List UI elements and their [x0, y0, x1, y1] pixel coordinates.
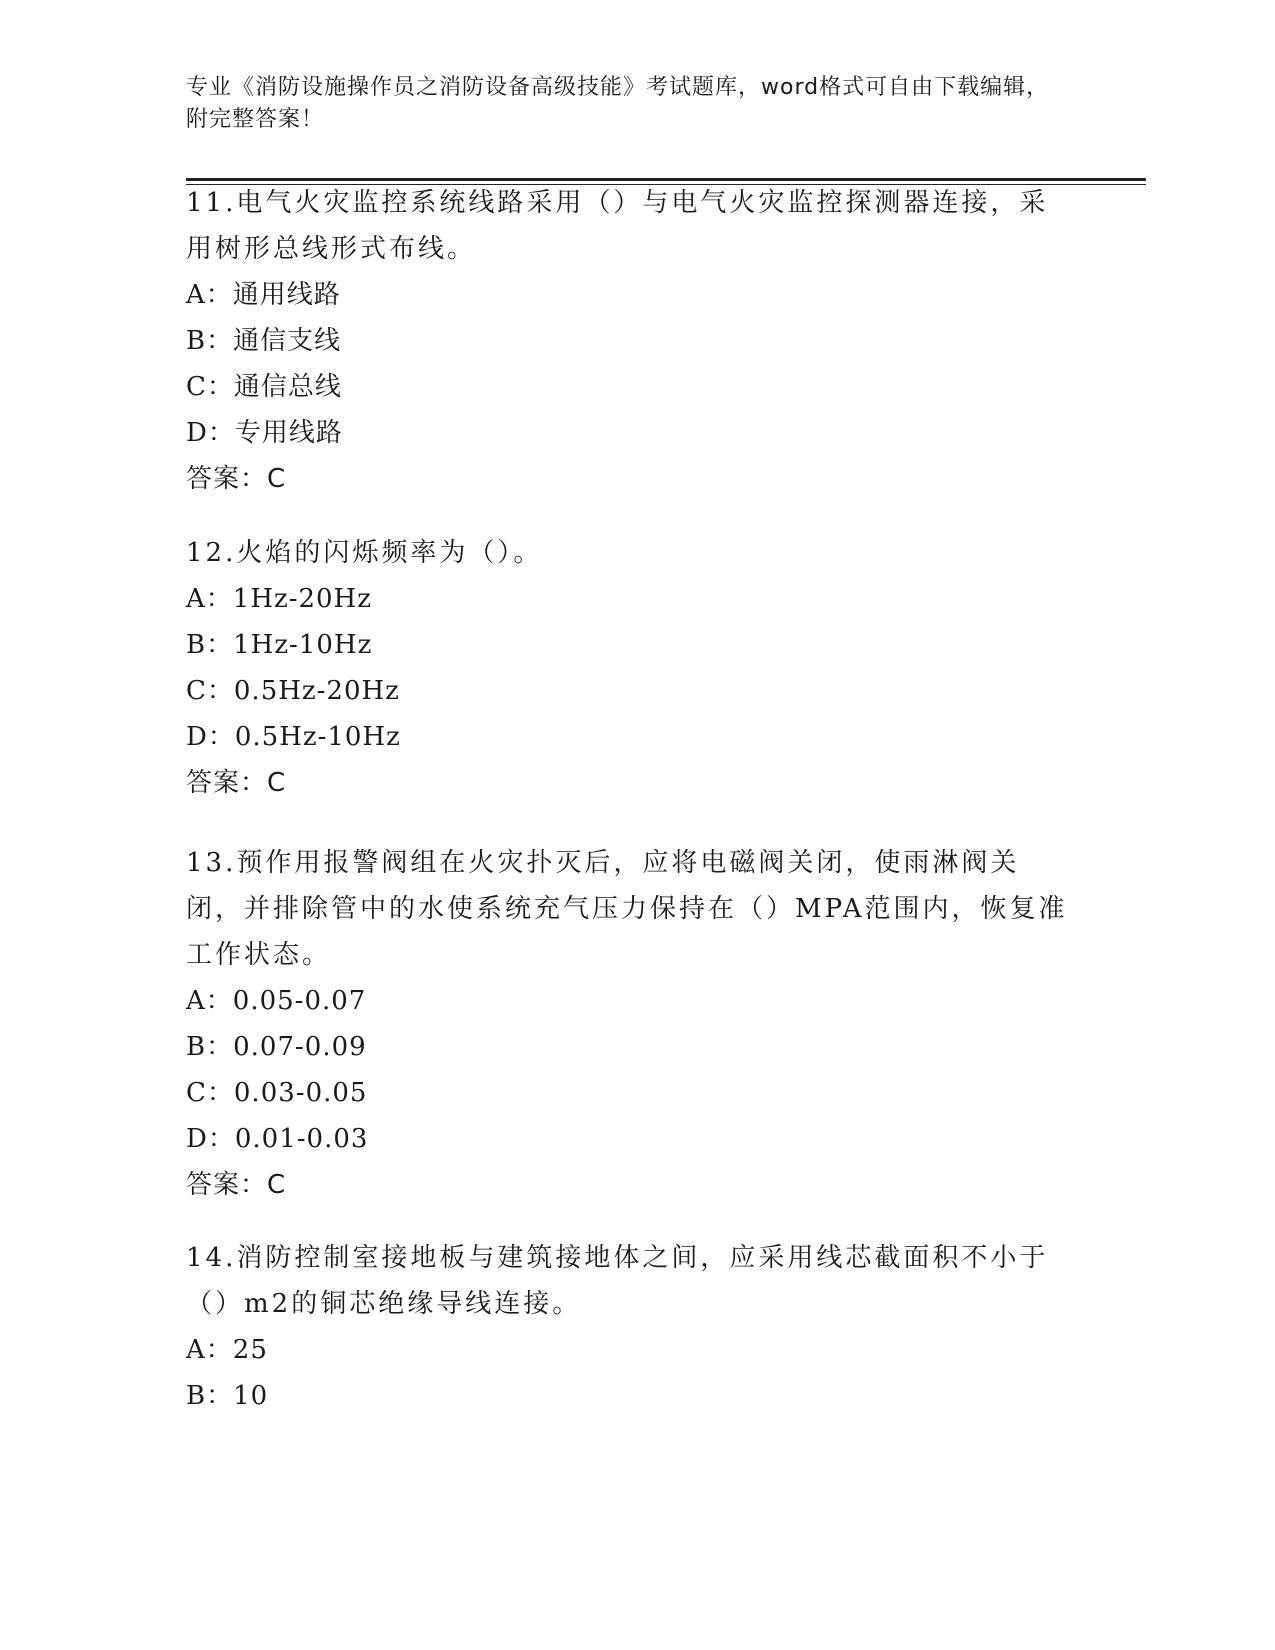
- option-d: D：专用线路: [186, 418, 343, 448]
- option-d: D：0.01-0.03: [186, 1124, 369, 1154]
- option-c: C：0.03-0.05: [186, 1078, 368, 1108]
- question-text: 11.电气火灾监控系统线路采用（）与电气火灾监控探测器连接，采用树形总线形式布线。: [186, 188, 1049, 264]
- question-14: [186, 1235, 1076, 1419]
- option-b: B：通信支线: [186, 326, 342, 356]
- answer: 答案：C: [186, 768, 287, 798]
- answer: 答案：C: [186, 1170, 287, 1200]
- option-b: B：10: [186, 1381, 269, 1411]
- question-12: [186, 530, 1076, 806]
- option-c: C：0.5Hz-20Hz: [186, 676, 400, 706]
- option-a: A：通用线路: [186, 280, 341, 310]
- option-a: A：1Hz-20Hz: [186, 584, 372, 614]
- question-text: 14.消防控制室接地板与建筑接地体之间，应采用线芯截面积不小于（）m2的铜芯绝缘导线连接。: [186, 1243, 1049, 1319]
- question-text: 13.预作用报警阀组在火灾扑灭后，应将电磁阀关闭，使雨淋阀关闭，并排除管中的水使系统充气压力保持在（）MPA范围内，恢复准工作状态。: [186, 848, 1068, 970]
- option-a: A：25: [186, 1335, 268, 1365]
- document-header: 专业《消防设施操作员之消防设备高级技能》考试题库，word格式可自由下载编辑，附完整答案！: [186, 75, 1050, 132]
- option-b: B：1Hz-10Hz: [186, 630, 373, 660]
- option-a: A：0.05-0.07: [186, 986, 367, 1016]
- question-11: [186, 180, 1076, 502]
- question-text: 12.火焰的闪烁频率为（）。: [186, 538, 543, 568]
- answer: 答案：C: [186, 464, 287, 494]
- option-b: B：0.07-0.09: [186, 1032, 367, 1062]
- option-d: D：0.5Hz-10Hz: [186, 722, 401, 752]
- question-13: [186, 840, 1076, 1208]
- option-c: C：通信总线: [186, 372, 342, 402]
